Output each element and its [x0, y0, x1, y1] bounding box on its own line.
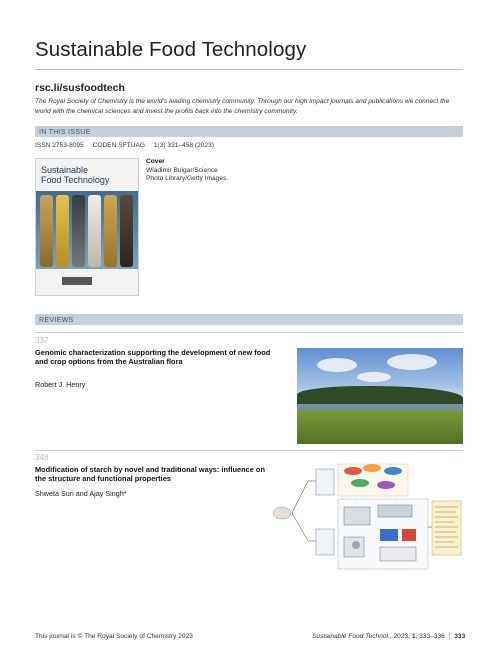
footer-year: , 2023,: [389, 633, 412, 640]
article-2-authors: Shweta Suri and Ajay Singh*: [35, 489, 127, 498]
footer-citation: [312, 633, 465, 640]
equipment-4: [352, 541, 360, 549]
cover-tube-2: [56, 195, 69, 267]
cover-tube-6: [120, 195, 133, 267]
equipment-7: [380, 547, 416, 561]
equipment-5: [380, 529, 398, 541]
grass: [297, 410, 463, 444]
footer-separator: |: [448, 633, 451, 640]
cloud: [387, 354, 437, 370]
article-2-title[interactable]: Modification of starch by novel and traditional ways: influence on the structure and functional properties: [35, 465, 265, 484]
footer-journal-abbrev: Sustainable Food Technol.: [312, 633, 390, 640]
rsc-logo: [62, 277, 92, 285]
equipment-6: [402, 529, 416, 541]
cloud: [357, 372, 391, 382]
cover-image[interactable]: [35, 158, 139, 296]
article-2-page: 348: [35, 453, 49, 462]
starch-granule: [273, 507, 291, 519]
chem-oval-1: [344, 467, 362, 475]
journal-url[interactable]: rsc.li/susfoodtech: [35, 82, 125, 94]
journal-title: Sustainable Food Technology: [35, 38, 307, 61]
article-1-title[interactable]: Genomic characterization supporting the development of new food and crop options from the Australian flora: [35, 348, 271, 367]
chem-oval-4: [351, 479, 369, 487]
issn: ISSN 2753-8095: [35, 142, 84, 149]
phys-mod-box: [316, 529, 334, 555]
equipment-1: [344, 507, 370, 525]
cover-title: [41, 166, 109, 185]
equipment-2: [378, 505, 412, 517]
article-1-page: 337: [35, 336, 49, 345]
article-1-authors: Robert J. Henry: [35, 380, 86, 389]
cover-title-line1: Sustainable: [41, 165, 89, 175]
chem-mod-box: [316, 469, 334, 495]
cover-label: Cover: [146, 158, 165, 165]
cover-tube-1: [40, 195, 53, 267]
in-this-issue-heading: IN THIS ISSUE: [39, 127, 91, 136]
footer-volume: 1: [411, 633, 416, 640]
article-1-graphic[interactable]: [297, 348, 463, 444]
cloud: [317, 358, 357, 372]
coden: CODEN SFTUAG: [92, 142, 145, 149]
cover-title-line2: Food Technology: [41, 174, 110, 185]
reviews-heading: REVIEWS: [39, 315, 74, 324]
cover-caption: [146, 158, 228, 184]
article-separator: [35, 450, 463, 451]
chem-oval-2: [363, 464, 381, 472]
article-2-graphic[interactable]: [268, 461, 463, 571]
cover-tube-4: [88, 195, 101, 267]
footer-pages: , 333–336: [415, 633, 445, 640]
journal-description: The Royal Society of Chemistry is the world’s leading chemistry community. Through our high impact journals and publications we connect the world with the chemical sciences and invest the profits back into the chemistry community.: [35, 98, 450, 115]
issn-line: [35, 142, 221, 149]
footer-page-number: 333: [454, 633, 466, 640]
in-this-issue-bar: [35, 126, 463, 137]
volume-info: 1(3) 331–458 (2023): [153, 142, 214, 149]
reviews-rule: [35, 332, 463, 333]
cover-credit-line2: Photo Library/Getty Images.: [146, 175, 229, 183]
reviews-bar: [35, 314, 463, 325]
chem-oval-5: [377, 481, 395, 489]
footer-copyright: This journal is © The Royal Society of Chemistry 2023: [35, 633, 193, 640]
title-rule: [35, 69, 463, 70]
cover-tube-5: [104, 195, 117, 267]
cover-credit-line1: Wladimir Bulgar/Science: [146, 166, 218, 174]
cover-tube-3: [72, 195, 85, 267]
chem-oval-3: [384, 467, 402, 475]
